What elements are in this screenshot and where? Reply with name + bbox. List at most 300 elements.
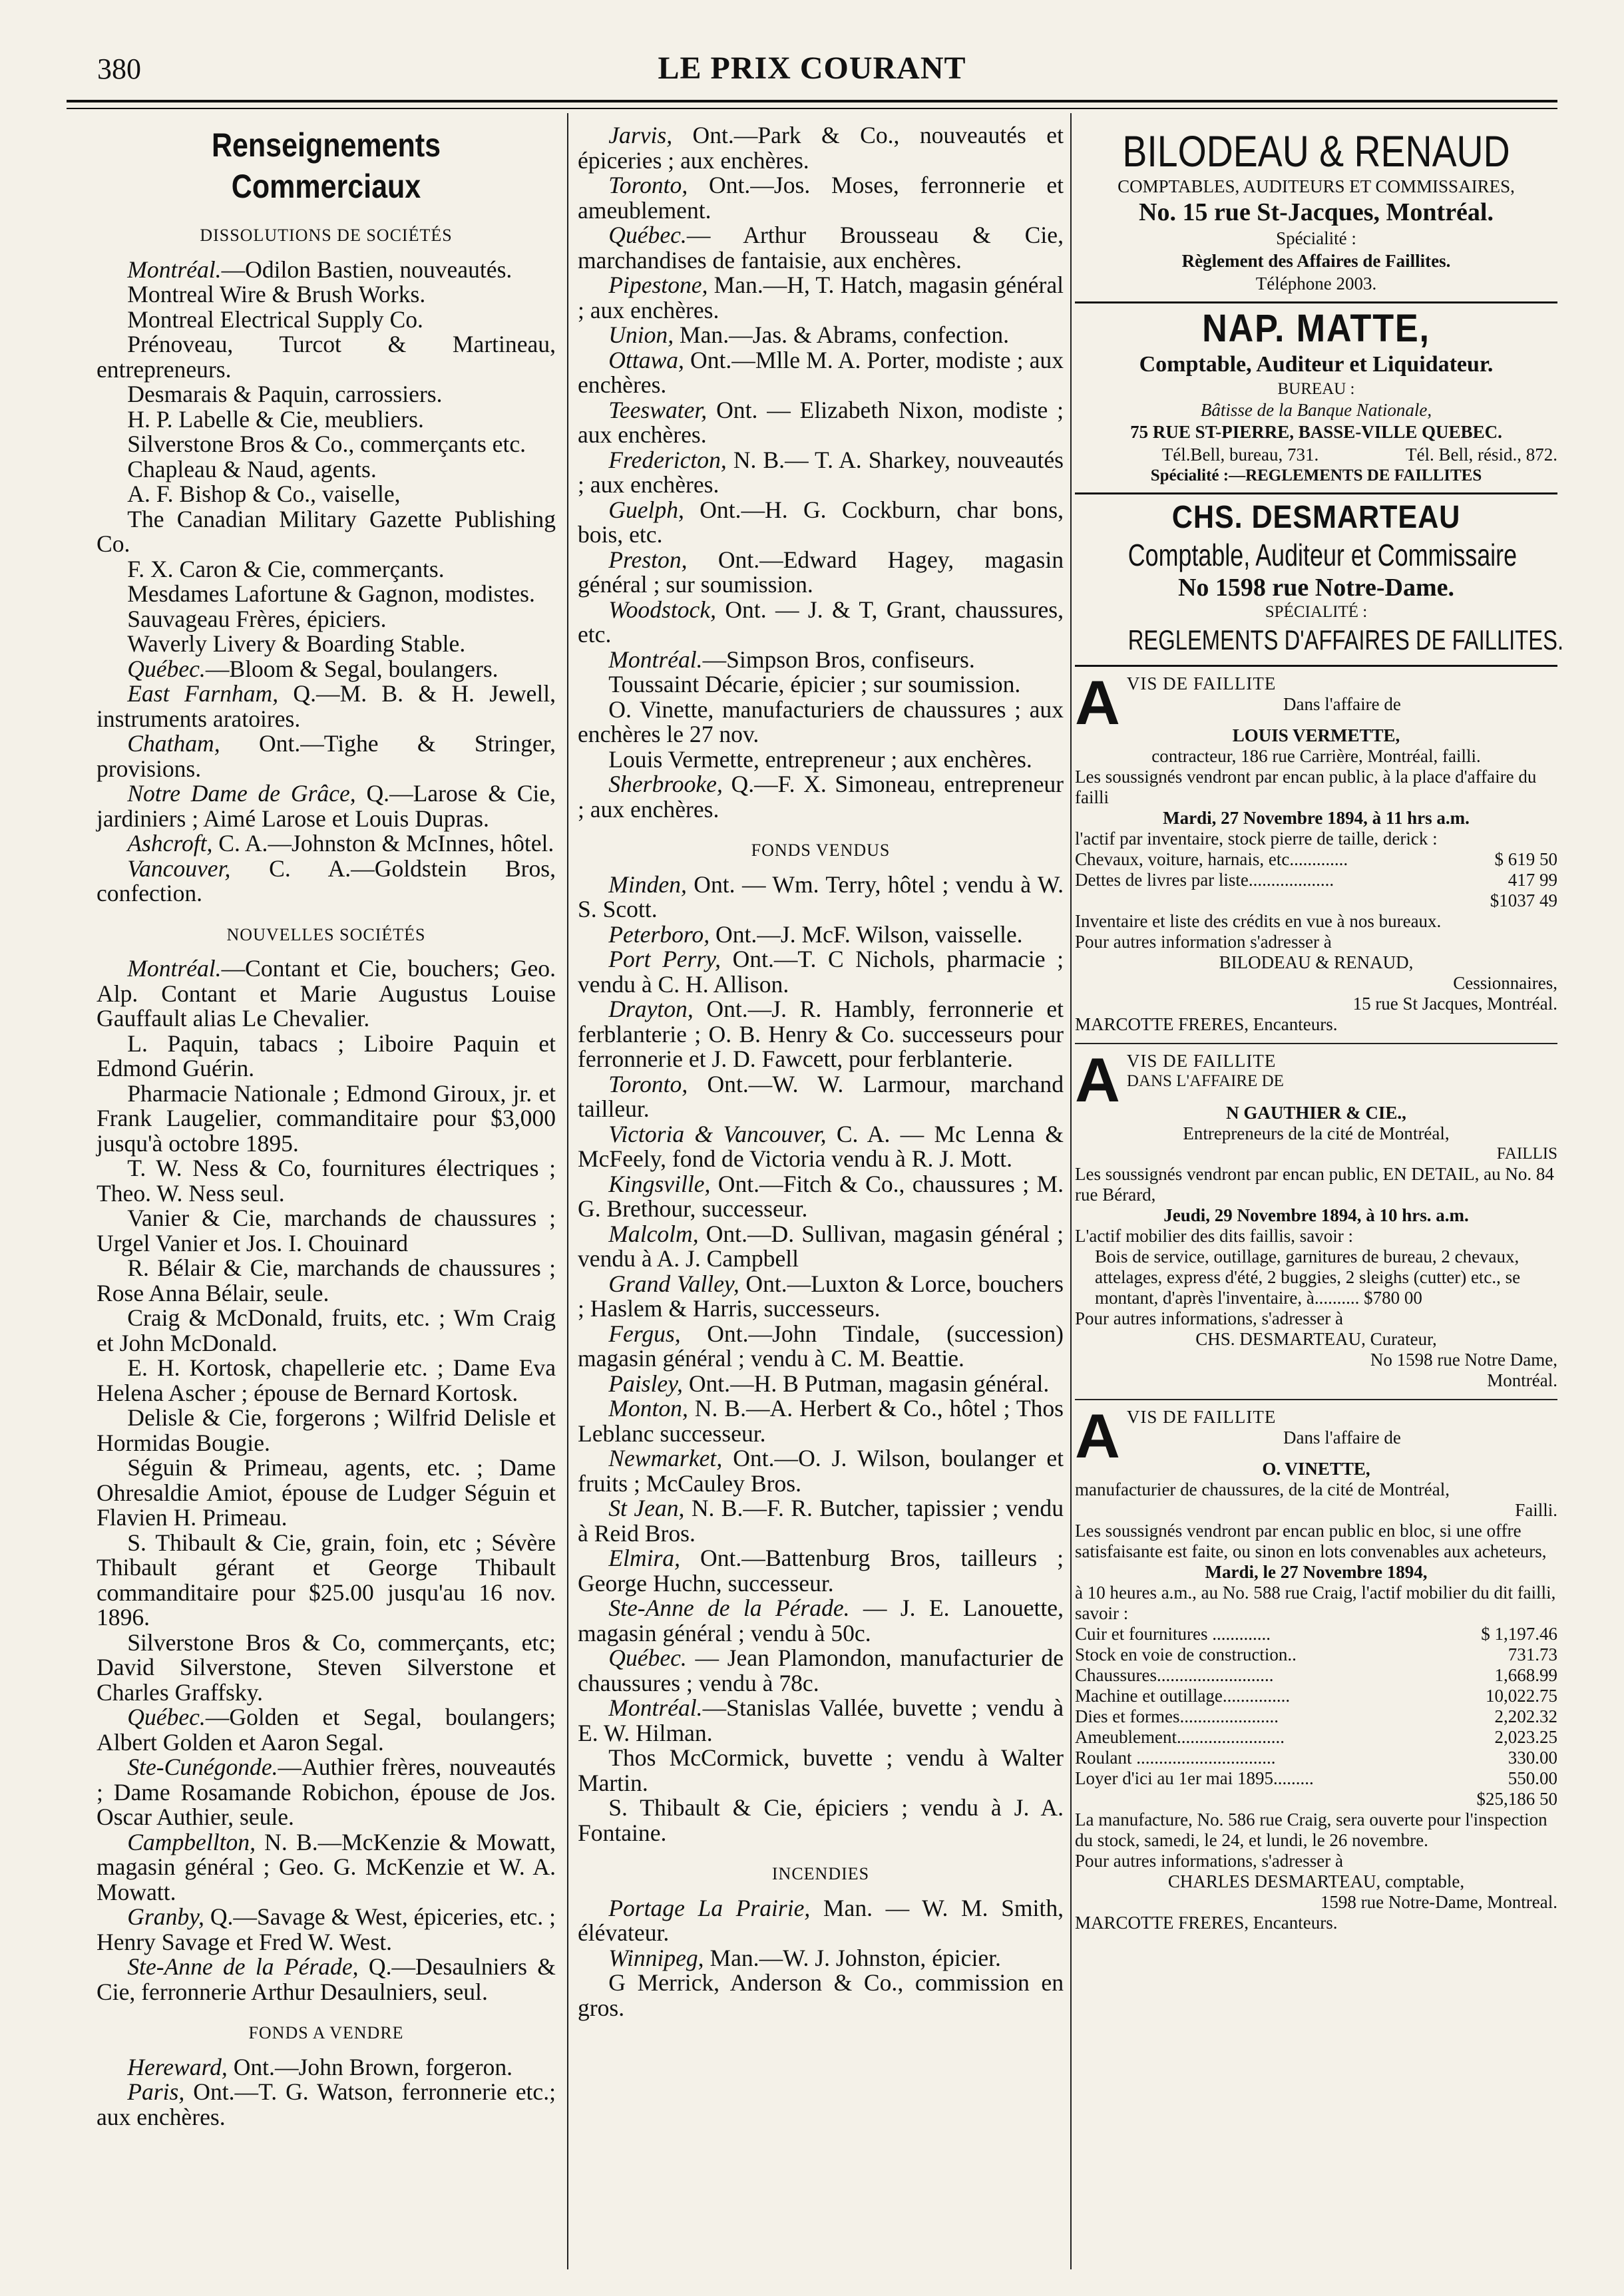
- listing-entry: [578, 1122, 1064, 1172]
- listing-place: Fergus,: [608, 1320, 681, 1347]
- listing-text: Ont.—John Brown, forgeron.: [227, 2053, 513, 2080]
- listing-place: Portage La Prairie,: [608, 1894, 811, 1921]
- listing-entry: [578, 1696, 1064, 1746]
- inventory-label: Chevaux, voiture, harnais, etc.............: [1075, 849, 1348, 869]
- listing-text: Ont.—Park & Co., nouveautés et épiceries ; aux enchères.: [578, 122, 1064, 174]
- inventory-value: 10,022.75: [1486, 1686, 1557, 1706]
- listing-text: E. H. Kortosk, chapellerie etc. ; Dame Eva Helena Ascher ; épouse de Bernard Kortosk.: [97, 1354, 556, 1406]
- listing-entry: [578, 273, 1064, 323]
- listing-text: Ont.—Mlle M. A. Porter, modiste ; aux enchères.: [578, 346, 1064, 398]
- listing-text: Q.—Larose & Cie, jardiniers ; Aimé Larose et Louis Dupras.: [97, 780, 556, 832]
- listing-text: C. A.—Johnston & McInnes, hôtel.: [212, 830, 554, 857]
- listing-text: N. B.— T. A. Sharkey, nouveautés ; aux enchères.: [578, 446, 1064, 498]
- avis-name: O. VINETTE,: [1262, 1459, 1370, 1479]
- avis-inventory: [1075, 849, 1557, 890]
- column-sales: [578, 123, 1064, 2020]
- fonds-vendre-heading: FONDS A VENDRE: [248, 2023, 404, 2042]
- listing-entry: [578, 1971, 1064, 2020]
- listing-text: Louis Vermette, entrepreneur ; aux enchères.: [608, 745, 1032, 773]
- listing-text: Ont.—Tighe & Stringer, provisions.: [97, 730, 556, 782]
- listing-text: Montreal Wire & Brush Works.: [127, 281, 426, 307]
- ad-phones: [1075, 443, 1557, 466]
- avis-name: LOUIS VERMETTE,: [1232, 725, 1400, 745]
- avis-firm-role: Cessionnaires,: [1453, 973, 1557, 993]
- avis-failli: Failli.: [1515, 1500, 1557, 1520]
- listing-entry: [578, 1496, 1064, 1546]
- listing-text: Q.—Savage & West, épiceries, etc. ; Henry Savage et Fred W. West.: [97, 1903, 556, 1955]
- avis-detail: Bois de service, outillage, garnitures de bureau, 2 chevaux, attelages, express d'été, 2 buggies, 2 sleighs (cutter) etc., se montant, d'après l'inventaire, à.......... $780 00: [1095, 1246, 1521, 1308]
- avis-contact: Pour autres information s'adresser à: [1075, 932, 1332, 952]
- ad-desmarteau: [1075, 494, 1564, 667]
- listing-text: —Authier frères, nouveautés ; Dame Rosamande Robichon, épouse de Jos. Oscar Authier, seule.: [97, 1754, 556, 1830]
- ad-address: 75 RUE ST-PIERRE, BASSE-VILLE QUEBEC.: [1130, 422, 1502, 442]
- listing-entry: [97, 557, 556, 582]
- listing-place: Port Perry,: [608, 946, 721, 972]
- listing-entry: [578, 1446, 1064, 1496]
- listing-place: Montréal.: [608, 1694, 703, 1721]
- listing-place: Fredericton,: [608, 446, 727, 473]
- fonds-vendus-heading: FONDS VENDUS: [751, 841, 891, 860]
- listing-place: Ste-Anne de la Pérade.: [608, 1595, 850, 1621]
- dissolutions-heading: DISSOLUTIONS DE SOCIÉTÉS: [200, 226, 453, 245]
- listing-text: Man.—Jas. & Abrams, confection.: [674, 321, 1010, 348]
- avis-firm: CHS. DESMARTEAU, Curateur,: [1195, 1329, 1437, 1349]
- listing-text: Ont.—W. W. Larmour, marchand tailleur.: [578, 1070, 1064, 1122]
- listing-entry: [578, 947, 1064, 997]
- header-rule-thin: [67, 108, 1557, 109]
- listing-text: A. F. Bishop & Co., vaiselle,: [127, 480, 401, 507]
- listing-place: Ste-Anne de la Pérade,: [127, 1953, 359, 1980]
- listing-entry: [97, 1955, 556, 2005]
- incendies-list: [578, 1896, 1064, 2021]
- listing-place: Québec.: [608, 222, 687, 248]
- avis-title: VIS DE FAILLITE: [1126, 1407, 1277, 1427]
- listing-text: Q.—M. B. & H. Jewell, instruments aratoires.: [97, 680, 556, 732]
- avis-contact: Pour autres informations, s'adresser à: [1075, 1308, 1344, 1328]
- listing-place: Ste-Cunégonde.: [127, 1754, 278, 1780]
- inventory-row: [1075, 849, 1557, 870]
- listing-text: Vanier & Cie, marchands de chaussures ; Urgel Vanier et Jos. I. Chouinard: [97, 1205, 556, 1256]
- column-divider: [567, 113, 568, 2269]
- drop-cap: A: [1075, 1401, 1120, 1471]
- listing-entry: [97, 332, 556, 382]
- listing-entry: [97, 1531, 556, 1630]
- avis-para: Les soussignés vendront par encan public, à la place d'affaire du failli: [1075, 767, 1537, 807]
- listing-entry: [578, 1172, 1064, 1222]
- inventory-label: Chaussures..........................: [1075, 1665, 1274, 1685]
- listing-entry: [97, 1830, 556, 1905]
- listing-place: Kingsville,: [608, 1170, 711, 1197]
- fonds-vendre-list: [97, 2055, 556, 2130]
- ad-phone: Téléphone 2003.: [1255, 274, 1377, 293]
- listing-place: Sherbrooke,: [608, 771, 723, 797]
- inventory-label: Dettes de livres par liste...................: [1075, 870, 1334, 890]
- listing-text: H. P. Labelle & Cie, meubliers.: [127, 405, 424, 433]
- listing-entry: [578, 1746, 1064, 1796]
- ad-firm-name: CHS. DESMARTEAU: [1171, 500, 1461, 535]
- listing-entry: [578, 1796, 1064, 1845]
- inventory-value: $ 619 50: [1494, 849, 1557, 869]
- listing-entry: [97, 2080, 556, 2130]
- listing-entry: [578, 872, 1064, 922]
- inventory-row: [1075, 1727, 1557, 1748]
- listing-place: Elmira,: [608, 1545, 680, 1571]
- listing-place: Montréal.: [127, 256, 222, 283]
- listing-place: Victoria & Vancouver,: [608, 1120, 827, 1147]
- listing-entry: [578, 1322, 1064, 1372]
- listing-place: Monton,: [608, 1395, 688, 1422]
- listing-text: —Golden et Segal, boulangers; Albert Golden et Aaron Segal.: [97, 1704, 556, 1756]
- listing-entry: [97, 582, 556, 607]
- listing-entry: [578, 997, 1064, 1072]
- listing-place: Montréal.: [127, 955, 222, 982]
- ad-specialty: Spécialité :—REGLEMENTS DE FAILLITES: [1150, 467, 1482, 484]
- listing-text: S. Thibault & Cie, épiciers ; vendu à J. A. Fontaine.: [578, 1794, 1064, 1846]
- ad-building: Bâtisse de la Banque Nationale,: [1200, 400, 1432, 420]
- auction-list: [578, 123, 1064, 822]
- avis-auctioneer: MARCOTTE FRERES, Encanteurs.: [1075, 1913, 1338, 1933]
- listing-place: Ashcroft,: [127, 830, 213, 857]
- listing-text: Waverly Livery & Boarding Stable.: [127, 630, 466, 657]
- listing-entry: [578, 498, 1064, 548]
- listing-text: Ont.—D. Sullivan, magasin général ; vendu à A. J. Campbell: [578, 1220, 1064, 1272]
- listing-entry: [97, 1705, 556, 1755]
- listing-place: Teeswater,: [608, 396, 708, 423]
- listing-place: Québec.: [127, 655, 206, 682]
- inventory-row: [1075, 1686, 1557, 1706]
- listing-place: St Jean,: [608, 1495, 685, 1521]
- dissolutions-list: [97, 258, 556, 906]
- avis-para2: Inventaire et liste des crédits en vue à nos bureaux.: [1075, 911, 1442, 931]
- listing-entry: [578, 223, 1064, 273]
- avis-sub: Dans l'affaire de: [1283, 694, 1401, 714]
- avis-contact: Pour autres informations, s'adresser à: [1075, 1851, 1344, 1871]
- inventory-row: [1075, 870, 1557, 890]
- inventory-value: 1,668.99: [1494, 1665, 1557, 1685]
- listing-place: Guelph,: [608, 496, 684, 523]
- listing-entry: [578, 1396, 1064, 1446]
- listing-text: Pharmacie Nationale ; Edmond Giroux, jr. et Frank Laugelier, commanditaire pour $3,000 jusqu'à octobre 1895.: [97, 1079, 556, 1157]
- avis-actif: l'actif par inventaire, stock pierre de taille, derick :: [1075, 829, 1438, 849]
- listing-place: Campbellton,: [127, 1828, 256, 1855]
- ad-role: Comptable, Auditeur et Liquidateur.: [1139, 352, 1494, 377]
- avis-desc: manufacturier de chaussures, de la cité de Montréal,: [1075, 1479, 1450, 1499]
- inventory-row: [1075, 1706, 1557, 1727]
- listing-text: Man.—W. J. Johnston, épicier.: [704, 1944, 1001, 1971]
- listing-entry: [578, 1272, 1064, 1322]
- listing-place: Peterboro,: [608, 920, 710, 948]
- listing-text: C. A. — Mc Lenna & McFeely, fond de Victoria vendu à R. J. Mott.: [578, 1120, 1064, 1172]
- listing-entry: [578, 1596, 1064, 1646]
- listing-entry: [97, 857, 556, 906]
- listing-text: Ont.—Battenburg Bros, tailleurs ; George Huchn, successeur.: [578, 1545, 1064, 1597]
- inventory-row: [1075, 1644, 1557, 1665]
- listing-entry: [578, 598, 1064, 648]
- listing-text: Ont.—T. C Nichols, pharmacie ; vendu à C. H. Allison.: [578, 946, 1064, 998]
- listing-entry: [97, 1032, 556, 1081]
- column-divider: [1070, 113, 1072, 2269]
- listing-text: Ont. — Wm. Terry, hôtel ; vendu à W. S. Scott.: [578, 870, 1064, 922]
- avis-total: $25,186 50: [1476, 1789, 1557, 1809]
- listing-entry: [578, 398, 1064, 448]
- listing-entry: [97, 1406, 556, 1455]
- ad-firm-name: NAP. MATTE,: [1202, 307, 1430, 350]
- incendies-heading: INCENDIES: [771, 1864, 870, 1883]
- listing-text: Toussaint Décarie, épicier ; sur soumission.: [608, 671, 1021, 697]
- listing-entry: [97, 956, 556, 1032]
- listing-text: Ont.—O. J. Wilson, boulanger et fruits ; McCauley Bros.: [578, 1445, 1064, 1497]
- listing-text: The Canadian Military Gazette Publishing Co.: [97, 505, 556, 557]
- page-title: LE PRIX COURANT: [658, 51, 966, 86]
- avis-firm-addr: 15 rue St Jacques, Montréal.: [1352, 994, 1557, 1014]
- listing-text: —Bloom & Segal, boulangers.: [205, 655, 499, 682]
- column-commercial-info: [97, 123, 556, 2130]
- avis-firm: BILODEAU & RENAUD,: [1219, 952, 1414, 972]
- listing-text: Mesdames Lafortune & Gagnon, modistes.: [127, 580, 535, 607]
- avis-auctioneer: MARCOTTE FRERES, Encanteurs.: [1075, 1014, 1338, 1034]
- listing-entry: [97, 258, 556, 283]
- listing-entry: [578, 123, 1064, 173]
- ad-role: COMPTABLES, AUDITEURS ET COMMISSAIRES,: [1117, 176, 1515, 196]
- ad-bureau: BUREAU :: [1277, 380, 1355, 398]
- listing-place: Union,: [608, 321, 674, 348]
- drop-cap: A: [1075, 1045, 1120, 1115]
- column-advertisements: [1075, 123, 1564, 1933]
- listing-text: Ont.—Luxton & Lorce, bouchers ; Haslem & Harris, successeurs.: [578, 1270, 1064, 1322]
- avis-firm-addr: 1598 rue Notre-Dame, Montreal.: [1320, 1892, 1557, 1912]
- listing-entry: [578, 922, 1064, 948]
- inventory-label: Loyer d'ici au 1er mai 1895.........: [1075, 1768, 1314, 1788]
- listing-entry: [578, 1072, 1064, 1122]
- avis-firm: CHARLES DESMARTEAU, comptable,: [1167, 1871, 1465, 1891]
- ad-bilodeau: [1075, 123, 1557, 303]
- avis-faillite-gauthier: [1075, 1045, 1557, 1400]
- avis-title: VIS DE FAILLITE: [1126, 1051, 1277, 1071]
- listing-place: Pipestone,: [608, 272, 708, 298]
- ad-address: No. 15 rue St-Jacques, Montréal.: [1139, 198, 1494, 226]
- listing-entry: [97, 1156, 556, 1206]
- listing-place: Drayton,: [608, 996, 694, 1022]
- listing-text: Silverstone Bros & Co., commerçants etc.: [127, 431, 526, 457]
- listing-text: G Merrick, Anderson & Co., commission en gros.: [578, 1969, 1064, 2021]
- avis-faillis: FAILLIS: [1496, 1145, 1557, 1163]
- listing-place: Paisley,: [608, 1370, 683, 1397]
- listing-text: Ont. — J. & T, Grant, chaussures, etc.: [578, 596, 1064, 648]
- listing-entry: [578, 1946, 1064, 1971]
- listing-text: Ont.—T. G. Watson, ferronnerie etc.; aux enchères.: [97, 2078, 556, 2130]
- listing-text: Sauvageau Frères, épiciers.: [127, 605, 387, 632]
- section-title: Renseignements Commerciaux: [211, 126, 441, 205]
- listing-text: Delisle & Cie, forgerons ; Wilfrid Delisle et Hormidas Bougie.: [97, 1404, 556, 1456]
- listing-entry: [578, 648, 1064, 673]
- listing-place: Granby,: [127, 1903, 204, 1930]
- listing-entry: [97, 1905, 556, 1955]
- listing-entry: [97, 282, 556, 307]
- listing-entry: [97, 657, 556, 682]
- avis-date: Mardi, le 27 Novembre 1894,: [1205, 1562, 1428, 1582]
- inventory-value: $ 1,197.46: [1481, 1624, 1557, 1644]
- listing-text: Prénoveau, Turcot & Martineau, entrepreneurs.: [97, 331, 556, 383]
- inventory-label: Roulant ...............................: [1075, 1748, 1276, 1768]
- listing-text: Chapleau & Naud, agents.: [127, 455, 377, 482]
- listing-place: Toronto,: [608, 172, 688, 198]
- listing-place: Toronto,: [608, 1070, 688, 1097]
- listing-text: F. X. Caron & Cie, commerçants.: [127, 555, 445, 582]
- listing-place: Newmarket,: [608, 1445, 723, 1471]
- drop-cap: A: [1075, 668, 1120, 737]
- listing-text: Ont.—Fitch & Co., chaussures ; M. G. Brethour, successeur.: [578, 1170, 1064, 1222]
- listing-text: Man. — W. M. Smith, élévateur.: [578, 1894, 1064, 1946]
- listing-text: —Odilon Bastien, nouveautés.: [221, 256, 512, 283]
- listing-entry: [578, 772, 1064, 822]
- listing-place: Paris,: [127, 2078, 185, 2105]
- nouvelles-heading: NOUVELLES SOCIÉTÉS: [226, 924, 426, 944]
- listing-entry: [578, 173, 1064, 223]
- avis-desc: contracteur, 186 rue Carrière, Montréal, failli.: [1151, 746, 1481, 766]
- avis-total: $1037 49: [1490, 890, 1557, 910]
- ad-specialite-label: SPÉCIALITÉ :: [1265, 603, 1368, 621]
- listing-place: Woodstock,: [608, 596, 716, 623]
- inventory-label: Dies et formes......................: [1075, 1706, 1279, 1726]
- listing-entry: [97, 507, 556, 557]
- avis-sub: Dans l'affaire de: [1283, 1428, 1401, 1447]
- listing-text: Ont.—Edward Hagey, magasin général ; sur soumission.: [578, 546, 1064, 598]
- inventory-label: Cuir et fournitures .............: [1075, 1624, 1271, 1644]
- listing-text: — Jean Plamondon, manufacturier de chaussures ; vendu à 78c.: [578, 1644, 1064, 1696]
- listing-text: —Simpson Bros, confiseurs.: [702, 646, 975, 673]
- header-rule: [67, 100, 1557, 102]
- avis-para: Les soussignés vendront par encan public en bloc, si une offre satisfaisante est faite, ou sinon en lots convenables aux acheteurs,: [1075, 1521, 1547, 1561]
- inventory-value: 550.00: [1508, 1768, 1557, 1788]
- listing-entry: [97, 1356, 556, 1406]
- listing-text: R. Bélair & Cie, marchands de chaussures ; Rose Anna Bélair, seule.: [97, 1254, 556, 1306]
- inventory-label: Stock en voie de construction..: [1075, 1644, 1297, 1664]
- listing-place: Québec.: [127, 1704, 206, 1730]
- inventory-value: 330.00: [1508, 1748, 1557, 1768]
- listing-text: Ont.—H. G. Cockburn, char bons, bois, etc.: [578, 496, 1064, 548]
- listing-place: Grand Valley,: [608, 1270, 739, 1297]
- listing-text: O. Vinette, manufacturiers de chaussures ; aux enchères le 27 nov.: [578, 695, 1064, 747]
- listing-entry: [97, 1206, 556, 1256]
- listing-place: East Farnham,: [127, 680, 279, 707]
- ad-specialty: REGLEMENTS D'AFFAIRES DE FAILLITES.: [1127, 624, 1564, 656]
- listing-text: N. B.—A. Herbert & Co., hôtel ; Thos Leblanc successeur.: [578, 1395, 1064, 1447]
- avis-desc: Entrepreneurs de la cité de Montréal,: [1183, 1123, 1450, 1143]
- listing-place: Preston,: [608, 546, 688, 573]
- avis-firm-city: Montréal.: [1487, 1370, 1557, 1390]
- nouvelles-list: [97, 956, 556, 2005]
- listing-text: Montreal Electrical Supply Co.: [127, 305, 423, 333]
- listing-entry: [578, 323, 1064, 348]
- inventory-row: [1075, 1665, 1557, 1686]
- ad-role: Comptable, Auditeur et Commissaire: [1127, 538, 1518, 572]
- listing-place: Jarvis,: [608, 122, 673, 148]
- listing-entry: [97, 407, 556, 433]
- inventory-value: 417 99: [1508, 870, 1557, 890]
- inventory-row: [1075, 1624, 1557, 1644]
- listing-text: L. Paquin, tabacs ; Liboire Paquin et Edmond Guérin.: [97, 1030, 556, 1081]
- fonds-vendus-list: [578, 872, 1064, 1846]
- listing-place: Winnipeg,: [608, 1944, 704, 1971]
- listing-text: Ont.—J. R. Hambly, ferronnerie et ferblanterie ; O. B. Henry & Co. successeurs pour ferronnerie et J. D. Fawcett, pour ferblanterie.: [578, 996, 1064, 1072]
- listing-entry: [578, 448, 1064, 498]
- listing-entry: [97, 2055, 556, 2080]
- listing-entry: [97, 457, 556, 482]
- listing-place: Vancouver,: [127, 855, 231, 882]
- ad-phone-office: Tél.Bell, bureau, 731.: [1161, 445, 1319, 465]
- listing-entry: [578, 1896, 1064, 1946]
- listing-text: Ont.—H. B Putman, magasin général.: [682, 1370, 1050, 1397]
- inventory-label: Ameublement........................: [1075, 1727, 1285, 1747]
- listing-text: Ont.—Jos. Moses, ferronnerie et ameublement.: [578, 172, 1064, 224]
- avis-date: Mardi, 27 Novembre 1894, à 11 hrs a.m.: [1163, 808, 1470, 828]
- inventory-row: [1075, 1768, 1557, 1789]
- avis-inventory: [1075, 1624, 1557, 1789]
- listing-text: C. A.—Goldstein Bros, confection.: [97, 855, 556, 906]
- inventory-label: Machine et outillage...............: [1075, 1686, 1291, 1706]
- avis-faillite-vinette: [1075, 1401, 1557, 1933]
- listing-entry: [578, 697, 1064, 747]
- inventory-row: [1075, 1748, 1557, 1768]
- listing-text: Ont.—J. McF. Wilson, vaisselle.: [710, 920, 1023, 948]
- listing-entry: [578, 1372, 1064, 1397]
- listing-entry: [578, 1546, 1064, 1596]
- listing-text: —Stanislas Vallée, buvette ; vendu à E. W. Hilman.: [578, 1694, 1064, 1746]
- listing-text: Thos McCormick, buvette ; vendu à Walter Martin.: [578, 1744, 1064, 1796]
- listing-entry: [578, 348, 1064, 398]
- listing-entry: [97, 1081, 556, 1157]
- listing-place: Ottawa,: [608, 346, 684, 373]
- page-number: 380: [97, 53, 141, 85]
- avis-para3: La manufacture, No. 586 rue Craig, sera ouverte pour l'inspection du stock, samedi, le 24, et lundi, le 26 novembre.: [1075, 1810, 1547, 1850]
- listing-place: Chatham,: [127, 730, 220, 757]
- listing-text: Ont.—John Tindale, (succession) magasin général ; vendu à C. M. Beattie.: [578, 1320, 1064, 1372]
- listing-text: N. B.—McKenzie & Mowatt, magasin général ; Geo. G. McKenzie et W. A. Mowatt.: [97, 1828, 556, 1905]
- listing-text: —Contant et Cie, bouchers; Geo. Alp. Contant et Marie Augustus Louise Gauffault alias Le Chevalier.: [97, 955, 556, 1032]
- listing-entry: [97, 1256, 556, 1306]
- listing-place: Malcolm,: [608, 1220, 699, 1247]
- listing-entry: [97, 831, 556, 857]
- listing-entry: [97, 1630, 556, 1706]
- listing-text: Craig & McDonald, fruits, etc. ; Wm Craig et John McDonald.: [97, 1304, 556, 1356]
- listing-place: Notre Dame de Grâce,: [127, 780, 356, 807]
- inventory-value: 2,202.32: [1494, 1706, 1557, 1726]
- ad-specialite-label: Spécialité :: [1276, 228, 1356, 248]
- listing-text: Silverstone Bros & Co, commerçants, etc; David Silverstone, Steven Silverstone et Charles Graffsky.: [97, 1628, 556, 1706]
- listing-entry: [97, 382, 556, 407]
- listing-entry: [97, 681, 556, 731]
- inventory-value: 2,023.25: [1494, 1727, 1557, 1747]
- listing-text: Q.—Desaulniers & Cie, ferronnerie Arthur Desaulniers, seul.: [97, 1953, 556, 2005]
- inventory-value: 731.73: [1508, 1644, 1557, 1664]
- listing-entry: [97, 1455, 556, 1531]
- listing-entry: [578, 672, 1064, 697]
- listing-entry: [97, 607, 556, 632]
- listing-place: Québec.: [608, 1644, 687, 1671]
- avis-para: Les soussignés vendront par encan public, EN DETAIL, au No. 84 rue Bérard,: [1075, 1164, 1554, 1205]
- listing-entry: [578, 548, 1064, 598]
- avis-name: N GAUTHIER & CIE.,: [1226, 1103, 1406, 1123]
- avis-actif: L'actif mobilier des dits faillis, savoir :: [1075, 1226, 1354, 1246]
- listing-entry: [97, 731, 556, 781]
- ad-firm-name: BILODEAU & RENAUD: [1122, 126, 1510, 176]
- listing-text: — Arthur Brousseau & Cie, marchandises de fantaisie, aux enchères.: [578, 222, 1064, 274]
- listing-text: Q.—F. X. Simoneau, entrepreneur ; aux enchères.: [578, 771, 1064, 823]
- listing-text: Ont. — Elizabeth Nixon, modiste ; aux enchères.: [578, 396, 1064, 448]
- listing-text: T. W. Ness & Co, fournitures électriques ; Theo. W. Ness seul.: [97, 1155, 556, 1207]
- ad-phone-home: Tél. Bell, résid., 872.: [1406, 445, 1557, 465]
- listing-entry: [578, 747, 1064, 773]
